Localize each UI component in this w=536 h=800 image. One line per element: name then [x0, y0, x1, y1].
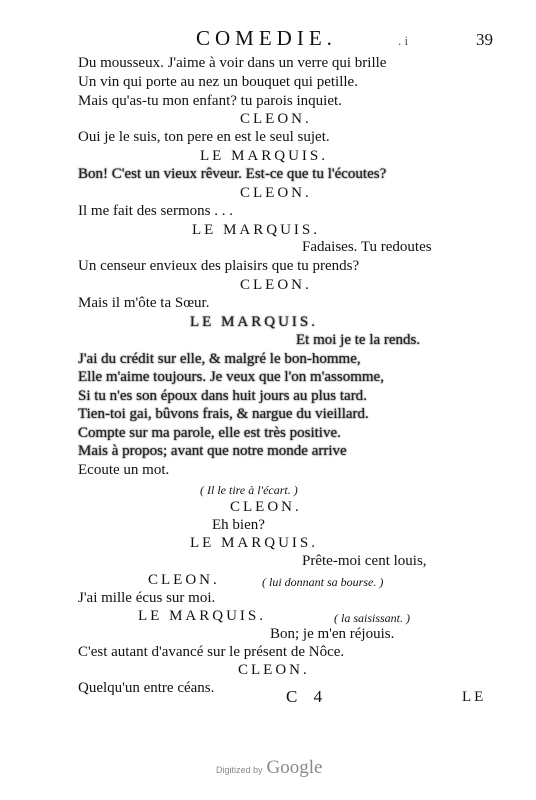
speaker-name: LE MARQUIS.: [190, 535, 319, 551]
stage-direction: ( Il le tire à l'écart. ): [200, 483, 298, 497]
verse-line: Oui je le suis, ton pere en est le seul sujet.: [78, 129, 330, 145]
running-title: COMEDIE.: [196, 26, 337, 50]
verse-line: C'est autant d'avancé sur le présent de Nôce.: [78, 644, 345, 660]
digitization-watermark: [216, 757, 322, 779]
speaker-name: LE MARQUIS.: [190, 314, 319, 330]
verse-line: Elle m'aime toujours. Je veux que l'on m'assomme,: [78, 369, 384, 385]
verse-line: Prête-moi cent louis,: [302, 553, 427, 569]
speaker-name: CLEON.: [230, 499, 302, 515]
verse-line: Il me fait des sermons . . .: [78, 203, 233, 219]
speaker-name: LE MARQUIS.: [200, 148, 329, 164]
speaker-name: CLEON.: [238, 662, 310, 678]
speaker-name: CLEON.: [240, 185, 312, 201]
header-marks: . i: [398, 33, 409, 48]
verse-line: Mais il m'ôte ta Sœur.: [78, 295, 210, 311]
speaker-name: LE MARQUIS.: [138, 608, 267, 624]
verse-line: Un censeur envieux des plaisirs que tu prends?: [78, 258, 360, 274]
speaker-name: CLEON.: [240, 111, 312, 127]
speaker-name: CLEON.: [148, 572, 220, 588]
verse-line: J'ai du crédit sur elle, & malgré le bon-homme,: [78, 351, 361, 367]
verse-line: Quelqu'un entre céans.: [78, 680, 215, 696]
verse-line: Un vin qui porte au nez un bouquet qui petille.: [78, 74, 358, 90]
stage-direction: ( la saisissant. ): [334, 611, 411, 625]
verse-line: Mais qu'as-tu mon enfant? tu parois inquiet.: [78, 93, 342, 109]
page-number: 39: [476, 30, 493, 49]
verse-line: Ecoute un mot.: [78, 462, 170, 478]
verse-line: Et moi je te la rends.: [296, 332, 421, 348]
verse-line: Fadaises. Tu redoutes: [302, 239, 432, 255]
verse-line: Bon; je m'en réjouis.: [270, 626, 395, 642]
verse-line: Compte sur ma parole, elle est très positive.: [78, 425, 341, 441]
catchword: LE: [462, 689, 487, 705]
speaker-name: LE MARQUIS.: [192, 222, 321, 238]
verse-line: J'ai mille écus sur moi.: [78, 590, 216, 606]
verse-line: Eh bien?: [212, 517, 265, 533]
signature-mark: C 4: [286, 687, 329, 706]
stage-direction: ( lui donnant sa bourse. ): [262, 575, 384, 589]
watermark-small-text: Digitized by: [216, 765, 263, 775]
verse-line: Si tu n'es son époux dans huit jours au plus tard.: [78, 388, 367, 404]
watermark-logo: Google: [266, 757, 323, 778]
speaker-name: CLEON.: [240, 277, 312, 293]
verse-line: Mais à propos; avant que notre monde arrive: [78, 443, 347, 459]
verse-line: Du mousseux. J'aime à voir dans un verre qui brille: [78, 55, 387, 71]
verse-line: Tien-toi gai, bûvons frais, & nargue du vieillard.: [78, 406, 369, 422]
verse-line: Bon! C'est un vieux rêveur. Est-ce que tu l'écoutes?: [78, 166, 387, 182]
